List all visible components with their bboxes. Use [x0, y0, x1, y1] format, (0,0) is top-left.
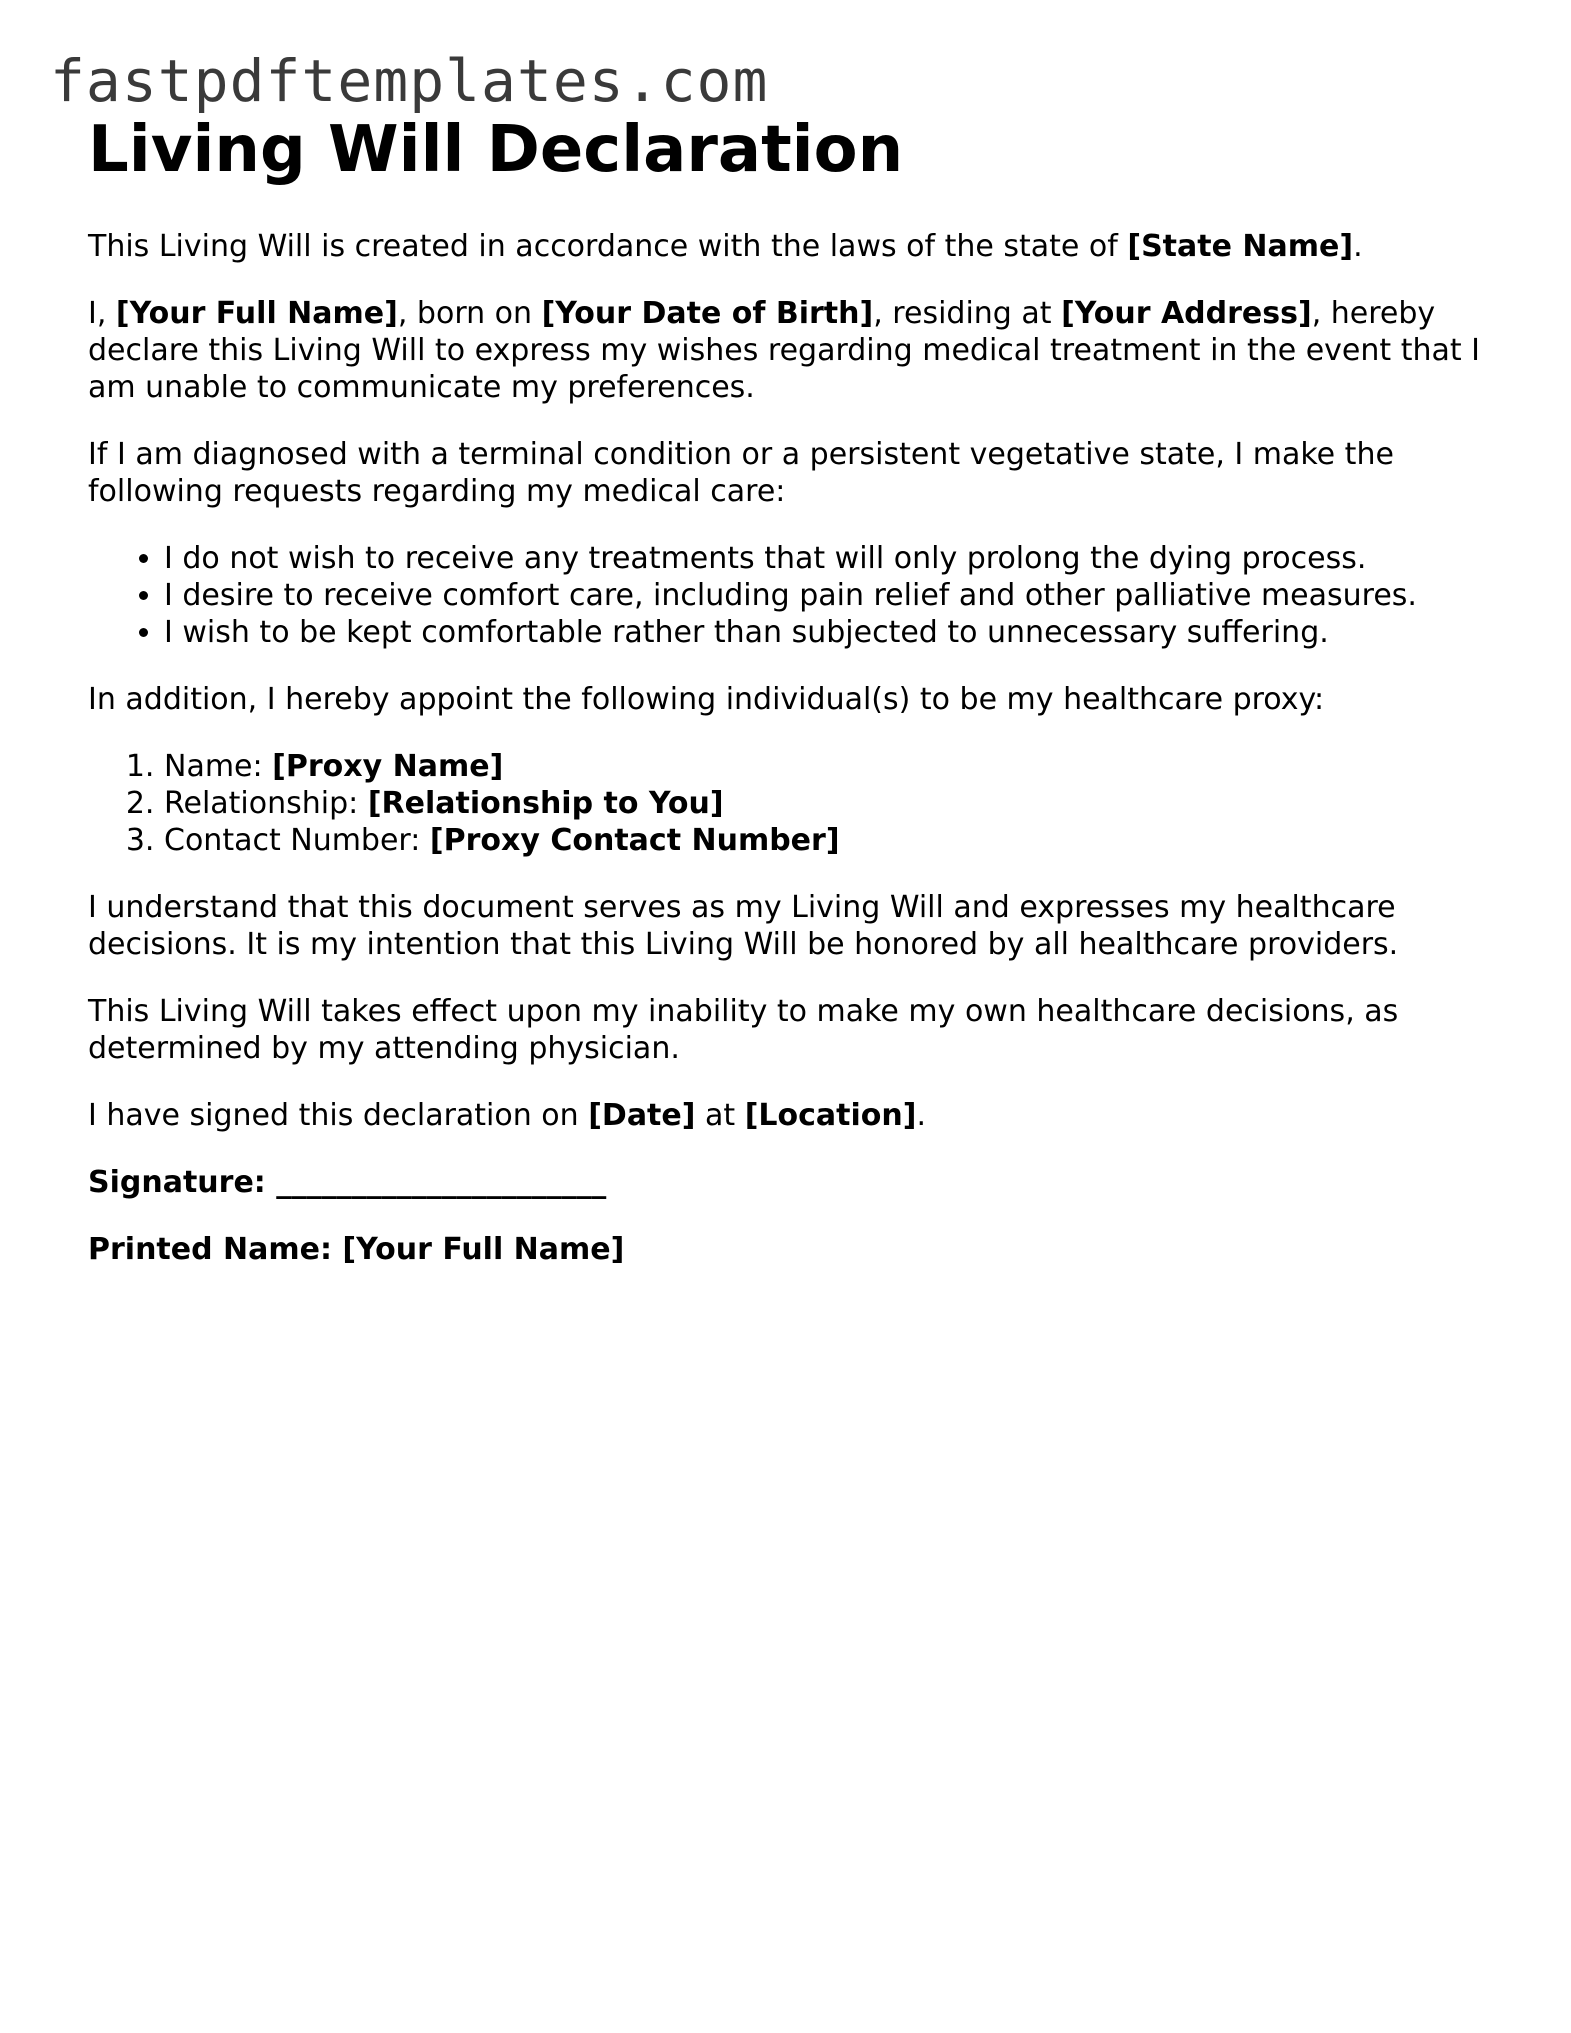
intro-text-1: I,: [88, 296, 116, 331]
location-placeholder: [Location]: [744, 1098, 917, 1133]
date-placeholder: [Date]: [588, 1098, 696, 1133]
proxy-relationship-placeholder: [Relationship to You]: [367, 786, 724, 821]
list-item: • I desire to receive comfort care, including pain relief and other palliative measures.: [164, 577, 1488, 614]
condition-paragraph: If I am diagnosed with a terminal condition or a persistent vegetative state, I make the following requests regarding my medical care:: [88, 437, 1394, 509]
watermark-text: fastpdftemplates.com: [50, 47, 769, 115]
effect-paragraph: This Living Will takes effect upon my inability to make my own healthcare decisions, as determined by my attending physician.: [88, 994, 1399, 1066]
intro-paragraph: [88, 295, 1488, 406]
address-placeholder: [Your Address]: [1061, 296, 1312, 331]
full-name-placeholder: [Your Full Name]: [115, 296, 398, 331]
state-placeholder: [State Name]: [1127, 229, 1354, 264]
signed-text-1: I have signed this declaration on: [88, 1098, 589, 1133]
proxy-name-label: Name:: [164, 749, 273, 784]
signed-paragraph: [88, 1097, 1488, 1134]
proxy-name-placeholder: [Proxy Name]: [272, 749, 504, 784]
signature-line: Signature: ______________________: [88, 1165, 607, 1200]
state-text-after: .: [1353, 229, 1363, 264]
state-text-before: This Living Will is created in accordance with the laws of the state of: [88, 229, 1128, 264]
printed-name-line: Printed Name: [Your Full Name]: [88, 1232, 625, 1267]
proxy-contact-placeholder: [Proxy Contact Number]: [429, 823, 840, 858]
intro-text-4: , hereby declare this Living Will to express my wishes regarding medical treatment in the event that I am unable to communicate my preferences.: [88, 296, 1481, 405]
proxy-list: [88, 748, 1488, 859]
list-item: • I wish to be kept comfortable rather than subjected to unnecessary suffering.: [164, 614, 1488, 651]
intro-text-2: , born on: [397, 296, 542, 331]
understand-paragraph: I understand that this document serves as my Living Will and expresses my healthcare decisions. It is my intention that this Living Will be honored by all healthcare providers.: [88, 890, 1399, 962]
document-body: [88, 110, 1488, 1268]
requests-list: [88, 540, 1488, 651]
proxy-relationship-item: [164, 785, 1488, 822]
proxy-name-item: [164, 748, 1488, 785]
proxy-relationship-label: Relationship:: [164, 786, 368, 821]
list-item: • I do not wish to receive any treatments that will only prolong the dying process.: [164, 540, 1488, 577]
state-paragraph: [88, 228, 1488, 265]
proxy-contact-label: Contact Number:: [164, 823, 430, 858]
intro-text-3: , residing at: [873, 296, 1062, 331]
page-title: Living Will Declaration: [88, 113, 904, 187]
signed-text-2: at: [695, 1098, 745, 1133]
proxy-contact-item: [164, 822, 1488, 859]
appoint-paragraph: In addition, I hereby appoint the following individual(s) to be my healthcare proxy:: [88, 682, 1325, 717]
dob-placeholder: [Your Date of Birth]: [541, 296, 874, 331]
signed-text-3: .: [916, 1098, 927, 1133]
